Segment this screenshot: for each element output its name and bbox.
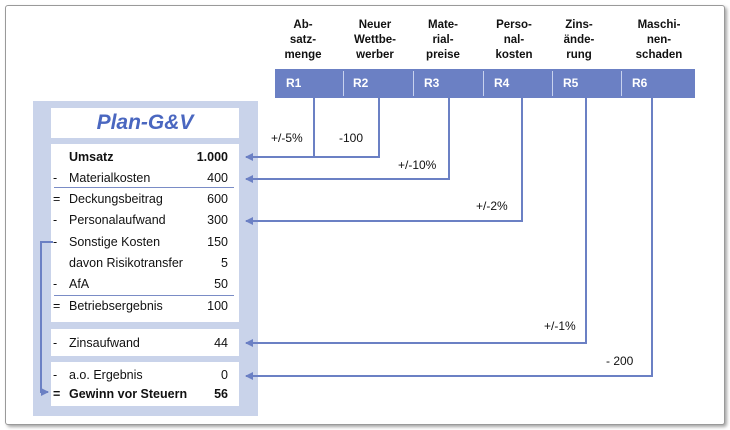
risk-title-r5: Zins- ände- rung: [563, 19, 595, 61]
row-value: 44: [214, 336, 228, 350]
row-label: Sonstige Kosten: [69, 235, 161, 249]
row-label: Gewinn vor Steuern: [69, 387, 188, 401]
risk-label-r2: R2: [353, 76, 369, 90]
row-label: Umsatz: [69, 150, 114, 164]
plan-title: Plan-G&V: [51, 108, 239, 138]
risk-title-r1: Ab- satz- menge: [284, 19, 322, 61]
row-prefix: -: [53, 213, 58, 227]
row-prefix: -: [53, 235, 58, 249]
row-prefix: -: [53, 336, 58, 350]
row-label: a.o. Ergebnis: [69, 368, 143, 382]
risk-label-r4: R4: [494, 76, 510, 90]
row-label: Deckungsbeitrag: [69, 192, 163, 206]
impact-label-r6: - 200: [606, 354, 634, 368]
row-prefix: =: [53, 299, 61, 313]
row-prefix: =: [53, 192, 61, 206]
row-value: 5: [221, 256, 228, 270]
risk-title-r3: Mate- rial- preise: [426, 19, 460, 61]
row-value: 400: [207, 171, 228, 185]
row-label: AfA: [69, 277, 90, 291]
row-label: Zinsaufwand: [69, 336, 140, 350]
row-value: 0: [221, 368, 228, 382]
row-prefix: -: [53, 171, 58, 185]
row-value: 300: [207, 213, 228, 227]
row-label: Personalaufwand: [69, 213, 166, 227]
row-value: 150: [207, 235, 228, 249]
impact-label-r4: +/-2%: [476, 199, 508, 213]
row-label: Betriebsergebnis: [69, 299, 163, 313]
row-value: 600: [207, 192, 228, 206]
risk-label-r3: R3: [424, 76, 440, 90]
impact-label-r2: -100: [339, 131, 364, 145]
row-prefix: =: [53, 387, 61, 401]
risk-label-r5: R5: [563, 76, 579, 90]
row-prefix: -: [53, 368, 58, 382]
row-value: 100: [207, 299, 228, 313]
risk-label-r6: R6: [632, 76, 648, 90]
risk-title-r4: Perso- nal- kosten: [495, 19, 533, 61]
arrow-risikotransfer: [41, 242, 53, 392]
risk-title-r2: Neuer Wettbe- werber: [354, 19, 396, 61]
row-label: Materialkosten: [69, 171, 151, 185]
row-prefix: -: [53, 277, 58, 291]
row-value: 56: [214, 387, 228, 401]
impact-label-r5: +/-1%: [544, 319, 576, 333]
impact-label-r1: +/-5%: [271, 131, 303, 145]
impact-label-r3: +/-10%: [398, 158, 437, 172]
arrow-r2: [300, 98, 379, 157]
risk-label-r1: R1: [286, 76, 302, 90]
row-value: 1.000: [196, 150, 228, 164]
row-value: 50: [214, 277, 228, 291]
risk-title-r6: Maschi- nen- schaden: [635, 19, 683, 61]
arrow-r1: [246, 98, 314, 157]
row-label: davon Risikotransfer: [69, 256, 183, 270]
